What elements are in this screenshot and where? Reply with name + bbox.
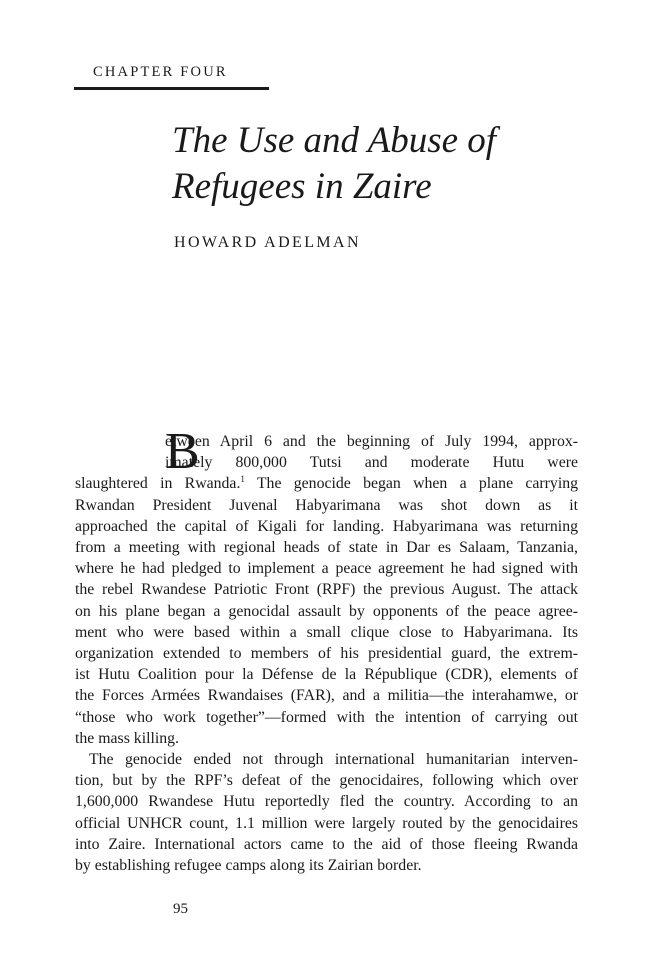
text-line: organization extended to members of his presidential guard, the extrem- — [75, 645, 578, 663]
chapter-title — [172, 118, 496, 210]
text-line: Rwandan President Juvenal Habyarimana was shot down as it — [75, 496, 578, 514]
text-line: by establishing refugee camps along its Zairian border. — [75, 857, 422, 875]
text-line: approached the capital of Kigali for landing. Habyarimana was returning — [75, 517, 578, 535]
text-fragment: The genocide began when a plane carrying — [244, 475, 579, 493]
author-name: HOWARD ADELMAN — [174, 234, 361, 251]
text-line: The genocide ended not through international humanitarian interven- — [89, 751, 578, 769]
text-line: the Forces Armées Rwandaises (FAR), and a militia—the interahamwe, or — [75, 687, 578, 705]
text-line: ist Hutu Coalition pour la Défense de la République (CDR), elements of — [75, 666, 578, 684]
text-line: where he had pledged to implement a peace agreement he had signed with — [75, 560, 578, 578]
body-text — [75, 423, 579, 876]
chapter-title-line-2: Refugees in Zaire — [172, 166, 432, 207]
chapter-rule — [74, 87, 269, 90]
text-line: the rebel Rwandese Patriotic Front (RPF) the previous August. The attack — [75, 581, 578, 599]
page-number: 95 — [173, 901, 188, 917]
text-line: official UNHCR count, 1.1 million were largely routed by the genocidaires — [75, 814, 578, 832]
text-line: 1,600,000 Rwandese Hutu reportedly fled the country. According to an — [75, 793, 578, 811]
chapter-title-line-1: The Use and Abuse of — [172, 120, 497, 161]
text-line: into Zaire. International actors came to the aid of those fleeing Rwanda — [75, 835, 578, 853]
text-line: from a meeting with regional heads of state in Dar es Salaam, Tanzania, — [75, 539, 578, 557]
footnote-marker: 1 — [240, 474, 245, 485]
text-fragment: slaughtered in Rwanda. — [75, 475, 241, 493]
text-line: “those who work together”—formed with the intention of carrying out — [75, 708, 578, 726]
chapter-label: CHAPTER FOUR — [93, 64, 228, 80]
text-line: on his plane began a genocidal assault by opponents of the peace agree- — [75, 602, 578, 620]
text-line: the mass killing. — [75, 729, 179, 747]
text-line — [75, 473, 578, 494]
text-line: ment who were based within a small clique close to Habyarimana. Its — [75, 623, 578, 641]
text-line: etween April 6 and the beginning of July 1994, approx- — [165, 433, 578, 450]
text-line: imately 800,000 Tutsi and moderate Hutu were — [165, 454, 578, 472]
text-line: tion, but by the RPF’s defeat of the genocidaires, following which over — [75, 772, 578, 790]
drop-cap: B — [165, 423, 200, 480]
